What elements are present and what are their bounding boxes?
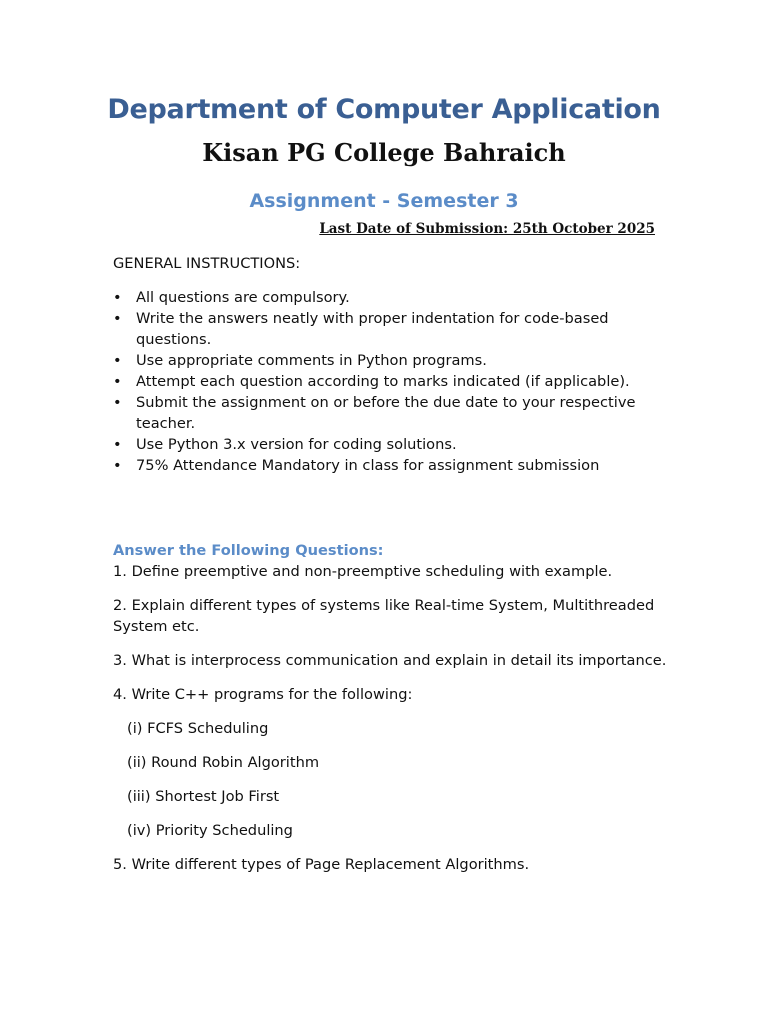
instruction-text: 75% Attendance Mandatory in class for assignment submission [136,457,600,474]
instruction-item [113,308,673,350]
instruction-text: Write the answers neatly with proper indentation for code-based questions. [136,310,609,348]
question-1: 1. Define preemptive and non-preemptive scheduling with example. [113,563,613,580]
bullet-icon: • [113,310,122,327]
question-4-sub-item: (i) FCFS Scheduling [127,720,269,737]
instruction-text: Submit the assignment on or before the due date to your respective teacher. [136,394,636,432]
instructions-heading: GENERAL INSTRUCTIONS: [113,255,301,272]
college-name: Kisan PG College Bahraich [202,138,566,167]
instruction-text: Attempt each question according to marks indicated (if applicable). [136,373,630,390]
bullet-icon: • [113,373,122,390]
instruction-item [113,455,673,476]
questions-list [113,561,673,888]
department-title: Department of Computer Application [107,94,661,125]
instruction-text: Use Python 3.x version for coding solutions. [136,436,457,453]
instruction-item [113,392,673,434]
instruction-text: Use appropriate comments in Python programs. [136,352,487,369]
question-4-sub-item: (ii) Round Robin Algorithm [127,754,320,771]
question-4-sub-item: (iii) Shortest Job First [127,788,280,805]
submission-deadline: Last Date of Submission: 25th October 2025 [319,221,655,237]
instruction-item [113,350,673,371]
question-5: 5. Write different types of Page Replacement Algorithms. [113,856,530,873]
instruction-item [113,434,673,455]
instructions-list [113,287,673,476]
question-4-sub-item: (iv) Priority Scheduling [127,822,293,839]
bullet-icon: • [113,394,122,411]
question-2: 2. Explain different types of systems like Real-time System, Multithreaded System etc. [113,597,655,635]
bullet-icon: • [113,352,122,369]
bullet-icon: • [113,457,122,474]
assignment-title: Assignment - Semester 3 [249,190,519,212]
bullet-icon: • [113,289,122,306]
instruction-item [113,287,673,308]
question-3: 3. What is interprocess communication and explain in detail its importance. [113,652,667,669]
questions-heading: Answer the Following Questions: [113,542,384,559]
question-4: 4. Write C++ programs for the following: [113,686,413,703]
bullet-icon: • [113,436,122,453]
instruction-text: All questions are compulsory. [136,289,350,306]
instruction-item [113,371,673,392]
